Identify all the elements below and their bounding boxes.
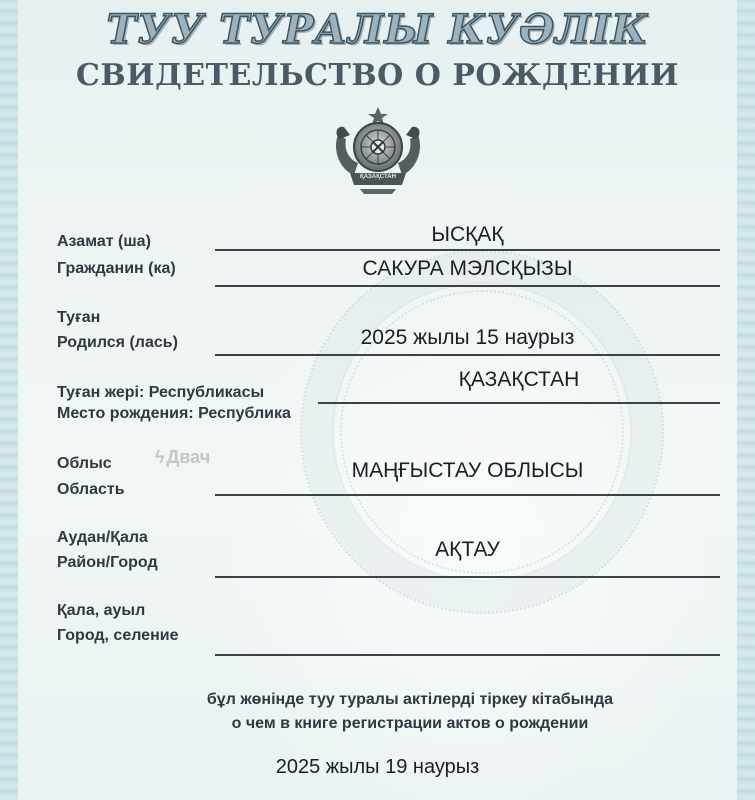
watermark xyxy=(155,447,210,468)
emblem-ribbon-text: ҚАЗАҚСТАН xyxy=(360,174,396,180)
line-region xyxy=(215,494,720,496)
lightning-icon: ϟ xyxy=(155,447,165,467)
line-district xyxy=(215,576,720,578)
label-born-ru: Родился (лась) xyxy=(57,334,178,351)
value-birth-date: 2025 жылы 15 наурыз xyxy=(360,326,575,349)
value-birth-republic: ҚАЗАҚСТАН xyxy=(458,368,580,391)
watermark-text: Двач xyxy=(166,447,211,467)
label-citizen-kz: Азамат (ша) xyxy=(57,233,151,250)
line-settlement xyxy=(215,654,720,656)
label-born-kz: Туған xyxy=(57,309,101,326)
label-district-kz: Аудан/Қала xyxy=(57,529,148,546)
label-settlement-kz: Қала, ауыл xyxy=(57,602,146,619)
value-region: МАҢҒЫСТАУ ОБЛЫСЫ xyxy=(351,459,584,482)
line-birth-date xyxy=(215,354,720,356)
value-surname: ЫСҚАҚ xyxy=(431,223,504,246)
state-emblem-icon xyxy=(330,105,426,195)
label-citizen-ru: Гражданин (ка) xyxy=(57,260,176,277)
line-surname xyxy=(215,249,720,251)
label-birthplace-ru: Место рождения: Республика xyxy=(57,405,291,422)
label-settlement-ru: Город, селение xyxy=(57,627,179,644)
left-ornament-border xyxy=(0,0,18,800)
registry-note-kz: бұл жөнінде туу туралы актілерді тіркеу кітабында xyxy=(206,691,614,708)
line-name xyxy=(215,285,720,287)
value-name: САКУРА МЭЛСҚЫЗЫ xyxy=(362,257,573,280)
label-region-kz: Облыс xyxy=(57,455,112,472)
title-kazakh: ТУУ ТУРАЛЫ КУӘЛІК xyxy=(106,6,649,53)
right-ornament-border xyxy=(737,0,755,800)
registration-date: 2025 жылы 19 наурыз xyxy=(275,756,480,778)
title-russian: СВИДЕТЕЛЬСТВО О РОЖДЕНИИ xyxy=(76,58,679,93)
label-birthplace-kz: Туған жері: Республикасы xyxy=(57,384,265,401)
registry-note-ru: о чем в книге регистрации актов о рождении xyxy=(231,715,589,732)
value-district: АҚТАУ xyxy=(435,538,500,561)
line-birth-republic xyxy=(318,402,720,404)
label-district-ru: Район/Город xyxy=(57,554,158,571)
label-region-ru: Область xyxy=(57,481,125,498)
